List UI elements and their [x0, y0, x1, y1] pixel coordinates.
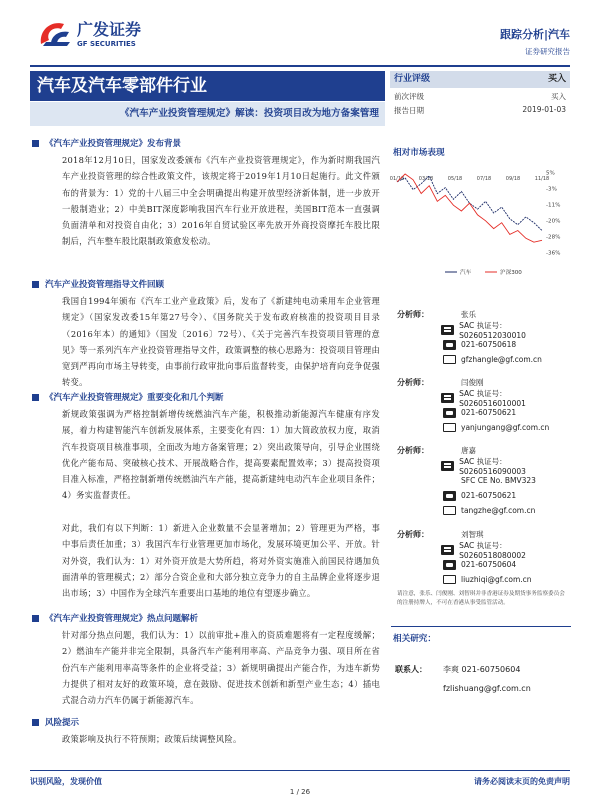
- footer-divider: [30, 770, 570, 771]
- y-tick-label: -20%: [546, 218, 561, 225]
- contact-value: 李爽 021-60750604: [443, 665, 521, 674]
- rating-value: 买入: [547, 74, 566, 84]
- chart-title: 相对市场表现: [393, 148, 445, 158]
- phone-icon: [443, 408, 456, 418]
- analyst-cert: SAC 执证号：S0260516010001: [459, 388, 526, 408]
- analyst-cert: SAC 执证号：S0260518080002: [459, 540, 526, 560]
- analyst-disclaimer: 请注意，张乐、闫俊刚、刘智琪并非香港证券及期货事务监察委员会的注册持牌人，不可在香港从事受监管活动。: [397, 591, 565, 606]
- contact-label: 联系人：: [395, 665, 427, 674]
- section2-title: 汽车产业投资管理指导文件回顾: [45, 280, 165, 290]
- section5-text: 政策影响及执行不符预期；政策后续调整风险。: [62, 734, 242, 744]
- y-tick-label: -3%: [546, 186, 557, 193]
- report-type-block: [500, 26, 570, 57]
- bullet-icon: [32, 140, 39, 147]
- section5-heading: [32, 716, 377, 728]
- analyst-card: [397, 375, 570, 435]
- related-title: 相关研究：: [393, 634, 436, 644]
- relative-performance-chart: [389, 160, 568, 280]
- rating-panel: [390, 71, 570, 116]
- prev-rating-value: 买入: [551, 92, 566, 101]
- y-tick-label: -11%: [546, 202, 561, 209]
- contact-email[interactable]: fzlishuang@gf.com.cn: [443, 684, 531, 693]
- analyst-phone: 021-60750618: [461, 340, 517, 349]
- section4-heading: [32, 612, 377, 624]
- prev-rating-row: [390, 88, 570, 102]
- section3-text: 新规政策强调为严格控制新增传统燃油汽车产能，积极推动新能源汽车健康有序发展，着力构建智能汽车创新发展体系，主要变化有四：1）加大简政放权力度，取消汽车投资项目核准事项，全面改为地方备案管理；2）突出政策导向，引导企业围绕优化产能布局、突破核心技术、开展战略合作，提高要素配置效率；3）提高投资项目准入标准，严格控制新增传统燃油汽车产能，提高新建纯电动汽车企业项目条件；4）务实监督责任。: [62, 409, 380, 501]
- analyst-card: [397, 443, 570, 518]
- gf-securities-logo: [37, 16, 162, 50]
- rating-bar: [390, 71, 570, 88]
- analyst-cert: SAC 执证号：S0260512030010: [459, 320, 526, 340]
- mail-icon: [443, 506, 456, 515]
- x-tick-label: 05/18: [447, 175, 463, 182]
- x-tick-label: 03/18: [418, 175, 434, 182]
- x-tick-label: 11/18: [534, 175, 550, 182]
- related-divider: [391, 626, 571, 627]
- mail-icon: [443, 575, 456, 584]
- analyst-role: 分析师：: [397, 446, 429, 455]
- bullet-icon: [32, 719, 39, 726]
- section2-heading: [32, 278, 377, 290]
- prev-rating-label: 前次评级: [394, 92, 424, 101]
- section1-heading: [32, 137, 377, 149]
- analyst-email[interactable]: yanjungang@gf.com.cn: [461, 423, 550, 432]
- analyst-phone: 021-60750604: [461, 560, 517, 569]
- mail-icon: [443, 355, 456, 364]
- bullet-icon: [32, 394, 39, 401]
- report-date-row: [390, 102, 570, 116]
- analyst-cert-sfc: SFC CE No. BMV323: [461, 476, 536, 485]
- x-tick-label: 09/18: [505, 175, 521, 182]
- analyst-email[interactable]: tangzhe@gf.com.cn: [461, 506, 536, 515]
- section1-text: 2018年12月10日，国家发改委颁布《汽车产业投资管理规定》，作为新时期我国汽车产业投资管理的综合性政策文件，该规定将于2019年1月10日起施行。此文件颁布的背景为：1）党的十八届三中全会明确提出构建开放型经济新体制，进一步放开一般制造业；2）中美BIT深度影响我国汽车行业开放进程，美国BIT范本一直强调负面清单和对投资自由化；3）2016年自贸试验区率先放开外商投资摩托车股比限制后，汽车整车股比限制政策愈发松动。: [62, 155, 380, 247]
- section3-title: 《汽车产业投资管理规定》重要变化和几个判断: [45, 393, 224, 403]
- bullet-icon: [32, 615, 39, 622]
- report-subtype: 证券研究报告: [525, 47, 570, 56]
- y-tick-label: -36%: [546, 250, 561, 257]
- analyst-name: 张乐: [461, 310, 476, 319]
- analyst-name: 唐嘉: [461, 446, 476, 455]
- id-card-icon: [441, 393, 454, 403]
- analyst-card: [397, 307, 570, 367]
- analyst-role: 分析师：: [397, 310, 429, 319]
- report-date-label: 报告日期: [394, 106, 424, 115]
- bullet-icon: [32, 281, 39, 288]
- phone-icon: [443, 560, 456, 570]
- analyst-phone: 021-60750621: [461, 408, 517, 417]
- analyst-role: 分析师：: [397, 378, 429, 387]
- x-tick-label: 01/18: [389, 175, 405, 182]
- analyst-email[interactable]: liuzhiqi@gf.com.cn: [461, 575, 532, 584]
- analyst-phone: 021-60750621: [461, 491, 517, 500]
- report-type: 跟踪分析|汽车: [499, 28, 570, 41]
- phone-icon: [443, 340, 456, 350]
- footer-slogan: 识别风险，发现价值: [30, 777, 102, 786]
- industry-title: 汽车及汽车零部件行业: [30, 71, 385, 101]
- section1-title: 《汽车产业投资管理规定》发布背景: [45, 139, 182, 149]
- id-card-icon: [441, 545, 454, 555]
- series-line-1: [397, 174, 542, 242]
- id-card-icon: [441, 461, 454, 471]
- analyst-email[interactable]: gfzhangle@gf.com.cn: [461, 355, 542, 364]
- phone-icon: [443, 491, 456, 501]
- analyst-name: 刘智琪: [461, 530, 484, 539]
- section4-title: 《汽车产业投资管理规定》热点问题解析: [45, 614, 199, 624]
- logo-cn-text: 广发证券: [77, 20, 142, 39]
- legend-label: 沪深300: [500, 270, 522, 276]
- y-tick-label: 5%: [546, 170, 555, 177]
- analyst-name: 闫俊刚: [461, 378, 484, 387]
- section3-heading: [32, 391, 377, 403]
- report-date-value: 2019-01-03: [522, 105, 566, 114]
- logo-en-text: GF SECURITIES: [77, 40, 136, 48]
- section2-text: 我国自1994年颁布《汽车工业产业政策》后，发布了《新建纯电动乘用车企业管理规定》（国家发改委15年第27号令）、《国务院关于发布政府核准的投资项目目录（2016年本）的通知》（国发〔2016〕72号）、《关于完善汽车投资项目管理的意见》等一系列汽车产业投资管理指导文件，政策调整的核心思路为：投资项目管理由宽到严再向市场主导转变，由事前行政审批向事后监督转变，由保护培育向竞争促强转变。: [62, 296, 380, 388]
- analyst-card: [397, 527, 570, 587]
- section4-text: 针对部分热点问题，我们认为：1）以前审批+准入的资质难题将有一定程度缓解；2）燃油车产能并非完全限制，具备汽车产能利用率高、产品竞争力强、项目所在省份汽车产能利用率高等条件的企业将受益；3）新规明确提出产能合作，为违车新势力提供了相对友好的政策环境，意在鼓励、促进技术创新和新型产业生态；4）插电式混合动力汽车仍属于新能源汽车。: [62, 630, 380, 706]
- page-number: 1 / 26: [289, 788, 311, 796]
- footer-disclaimer: 请务必阅读末页的免责声明: [474, 777, 570, 786]
- section3-text2: 对此，我们有以下判断：1）新进入企业数量不会显著增加；2）管理更为严格，事中事后责任加重；3）我国汽车行业管理更加市场化，发展环境更加公平、开放。针对外资，我们认为：1）对外资开放是大势所趋，将对外资实施准入前国民待遇加负面清单的管理模式；2）部分合资企业和大部分独立竞争力的自主品牌企业将逐步退出市场；3）中国作为全球汽车重要出口基地的地位有望逐步确立。: [62, 523, 380, 599]
- analyst-role: 分析师：: [397, 530, 429, 539]
- y-tick-label: -28%: [546, 234, 561, 241]
- analyst-cert: SAC 执证号：S0260516090003: [459, 456, 526, 476]
- mail-icon: [443, 423, 456, 432]
- x-tick-label: 07/18: [476, 175, 492, 182]
- rating-label: 行业评级: [394, 74, 431, 84]
- legend-label: 汽车: [460, 270, 472, 276]
- header-divider: [30, 65, 570, 67]
- section5-title: 风险提示: [45, 718, 80, 728]
- id-card-icon: [441, 325, 454, 335]
- report-subtitle: 《汽车产业投资管理规定》解读：投资项目改为地方备案管理: [30, 102, 385, 126]
